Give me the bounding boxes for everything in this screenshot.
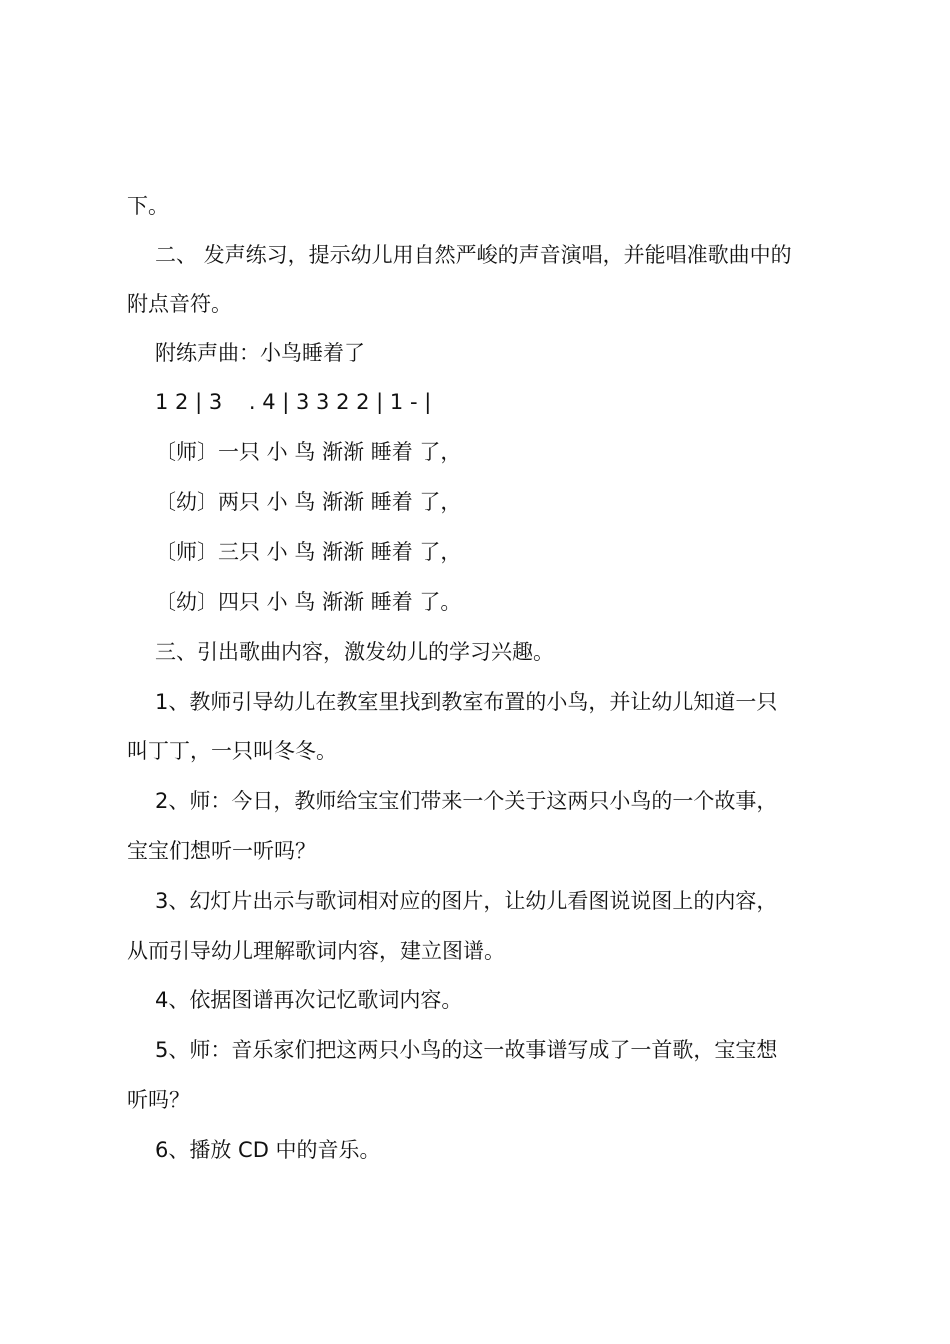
list-item: 5、师：音乐家们把这两只小鸟的这一故事谱写成了一首歌，宝宝想	[155, 1038, 778, 1062]
lyric-line: 〔幼〕两只 小 鸟 渐渐 睡着 了，	[155, 490, 462, 514]
paragraph-line: 叫丁丁，一只叫冬冬。	[127, 739, 337, 763]
lyric-line: 〔幼〕四只 小 鸟 渐渐 睡着 了。	[155, 590, 462, 614]
list-item: 2、师：今日，教师给宝宝们带来一个关于这两只小鸟的一个故事，	[155, 789, 778, 813]
paragraph-line: 听吗？	[127, 1088, 190, 1112]
list-item: 1、教师引导幼儿在教室里找到教室布置的小鸟，并让幼儿知道一只	[155, 690, 778, 714]
list-item: 6、播放 CD 中的音乐。	[155, 1138, 381, 1162]
paragraph-line: 宝宝们想听一听吗？	[127, 839, 316, 863]
paragraph-line: 从而引导幼儿理解歌词内容，建立图谱。	[127, 939, 505, 963]
lyric-line: 〔师〕一只 小 鸟 渐渐 睡着 了，	[155, 440, 462, 464]
list-item: 3、幻灯片出示与歌词相对应的图片，让幼儿看图说说图上的内容，	[155, 889, 778, 913]
list-item: 4、依据图谱再次记忆歌词内容。	[155, 988, 463, 1012]
paragraph-line: 下。	[127, 194, 169, 218]
section-heading: 三、引出歌曲内容，激发幼儿的学习兴趣。	[155, 640, 554, 664]
song-title: 附练声曲：小鸟睡着了	[155, 341, 365, 365]
lyric-line: 〔师〕三只 小 鸟 渐渐 睡着 了，	[155, 540, 462, 564]
paragraph-line: 附点音符。	[127, 292, 232, 316]
section-heading: 二、 发声练习，提示幼儿用自然严峻的声音演唱，并能唱准歌曲中的	[155, 243, 792, 267]
music-notation: 1 2 | 3 . 4 | 3 3 2 2 | 1 - |	[155, 390, 432, 414]
